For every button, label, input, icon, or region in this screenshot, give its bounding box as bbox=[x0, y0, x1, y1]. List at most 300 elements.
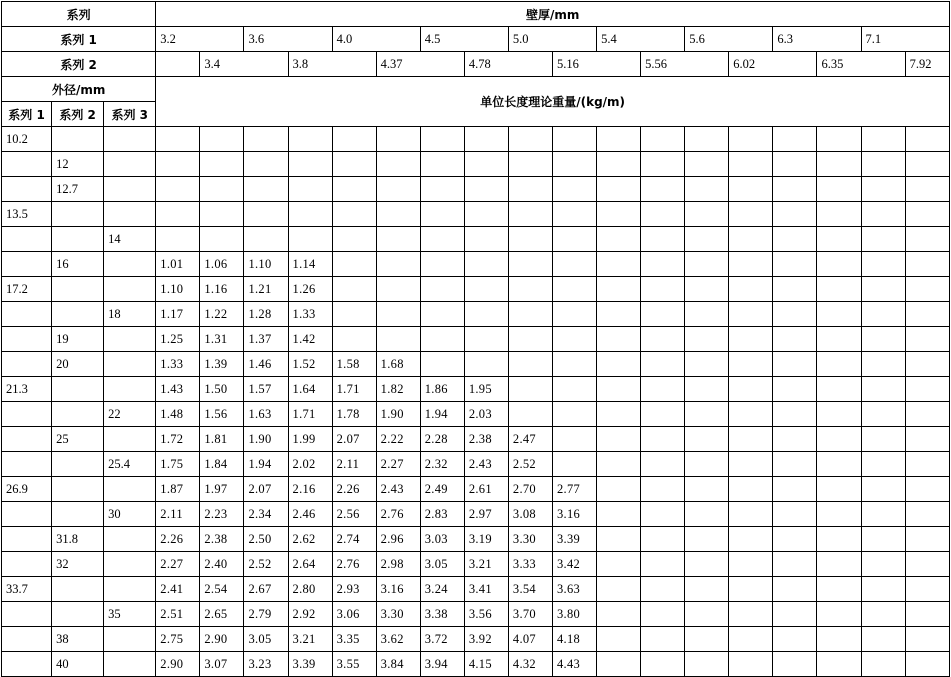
cell-mass-value: 3.54 bbox=[508, 577, 552, 602]
wall-s1-5: 5.4 bbox=[597, 27, 685, 52]
cell-mass-value bbox=[641, 452, 685, 477]
cell-mass-value bbox=[817, 527, 861, 552]
cell-diameter-series-1 bbox=[2, 302, 52, 327]
cell-diameter-series-3 bbox=[104, 127, 156, 152]
cell-mass-value bbox=[817, 177, 861, 202]
cell-mass-value bbox=[597, 127, 641, 152]
cell-mass-value: 2.76 bbox=[332, 552, 376, 577]
cell-mass-value: 3.41 bbox=[464, 577, 508, 602]
cell-mass-value bbox=[200, 152, 244, 177]
cell-mass-value bbox=[376, 227, 420, 252]
cell-mass-value bbox=[861, 202, 905, 227]
cell-mass-value bbox=[905, 302, 949, 327]
cell-diameter-series-3: 25.4 bbox=[104, 452, 156, 477]
cell-mass-value bbox=[641, 227, 685, 252]
cell-mass-value: 1.16 bbox=[200, 277, 244, 302]
cell-mass-value: 3.94 bbox=[420, 652, 464, 677]
cell-mass-value bbox=[905, 127, 949, 152]
cell-mass-value bbox=[817, 327, 861, 352]
cell-mass-value bbox=[729, 127, 773, 152]
cell-mass-value bbox=[508, 227, 552, 252]
cell-mass-value: 3.70 bbox=[508, 602, 552, 627]
cell-mass-value bbox=[552, 327, 596, 352]
header-outer-diameter: 外径/mm bbox=[2, 77, 156, 102]
cell-mass-value: 2.93 bbox=[332, 577, 376, 602]
cell-diameter-series-2 bbox=[52, 602, 104, 627]
cell-mass-value bbox=[597, 327, 641, 352]
cell-mass-value bbox=[597, 452, 641, 477]
cell-mass-value: 2.83 bbox=[420, 502, 464, 527]
cell-diameter-series-3: 18 bbox=[104, 302, 156, 327]
cell-mass-value: 2.22 bbox=[376, 427, 420, 452]
cell-mass-value: 3.39 bbox=[288, 652, 332, 677]
cell-mass-value: 3.05 bbox=[420, 552, 464, 577]
cell-mass-value bbox=[641, 152, 685, 177]
cell-mass-value: 4.43 bbox=[552, 652, 596, 677]
cell-mass-value bbox=[464, 227, 508, 252]
table-row bbox=[2, 152, 950, 177]
cell-diameter-series-3 bbox=[104, 377, 156, 402]
wall-s1-3: 4.5 bbox=[420, 27, 508, 52]
cell-mass-value: 1.31 bbox=[200, 327, 244, 352]
cell-mass-value bbox=[773, 127, 817, 152]
cell-mass-value bbox=[905, 577, 949, 602]
cell-mass-value: 1.81 bbox=[200, 427, 244, 452]
cell-mass-value: 1.58 bbox=[332, 352, 376, 377]
cell-mass-value bbox=[685, 327, 729, 352]
cell-mass-value bbox=[773, 502, 817, 527]
cell-mass-value bbox=[552, 127, 596, 152]
cell-mass-value bbox=[817, 627, 861, 652]
cell-mass-value bbox=[905, 252, 949, 277]
wall-s1-7: 6.3 bbox=[773, 27, 861, 52]
table-row bbox=[2, 227, 950, 252]
cell-mass-value bbox=[861, 577, 905, 602]
cell-mass-value: 3.84 bbox=[376, 652, 420, 677]
cell-mass-value: 2.38 bbox=[200, 527, 244, 552]
wall-s1-8: 7.1 bbox=[861, 27, 949, 52]
cell-mass-value: 3.21 bbox=[464, 552, 508, 577]
cell-mass-value bbox=[332, 177, 376, 202]
cell-mass-value bbox=[552, 202, 596, 227]
cell-mass-value bbox=[508, 377, 552, 402]
cell-mass-value bbox=[861, 452, 905, 477]
cell-mass-value bbox=[773, 352, 817, 377]
table-row bbox=[2, 352, 950, 377]
cell-mass-value: 2.96 bbox=[376, 527, 420, 552]
cell-mass-value bbox=[597, 177, 641, 202]
cell-mass-value bbox=[244, 152, 288, 177]
cell-mass-value bbox=[597, 252, 641, 277]
cell-mass-value bbox=[905, 377, 949, 402]
cell-mass-value bbox=[420, 252, 464, 277]
table-row bbox=[2, 177, 950, 202]
cell-mass-value: 3.19 bbox=[464, 527, 508, 552]
cell-mass-value bbox=[641, 527, 685, 552]
cell-mass-value bbox=[597, 402, 641, 427]
cell-diameter-series-3: 22 bbox=[104, 402, 156, 427]
cell-mass-value: 3.30 bbox=[508, 527, 552, 552]
cell-mass-value bbox=[597, 527, 641, 552]
steel-pipe-spec-table bbox=[1, 1, 950, 677]
header-col-series-2: 系列 2 bbox=[52, 102, 104, 127]
table-row bbox=[2, 127, 950, 152]
cell-mass-value: 3.80 bbox=[552, 602, 596, 627]
cell-mass-value: 2.50 bbox=[244, 527, 288, 552]
wall-s1-6: 5.6 bbox=[685, 27, 773, 52]
cell-mass-value bbox=[288, 202, 332, 227]
wall-s2-6: 6.02 bbox=[729, 52, 817, 77]
header-wall-thickness: 壁厚/mm bbox=[156, 2, 950, 27]
cell-diameter-series-1 bbox=[2, 252, 52, 277]
cell-mass-value bbox=[817, 502, 861, 527]
cell-mass-value bbox=[508, 252, 552, 277]
cell-mass-value bbox=[420, 277, 464, 302]
cell-mass-value: 2.70 bbox=[508, 477, 552, 502]
wall-s2-2: 4.37 bbox=[376, 52, 464, 77]
cell-mass-value bbox=[597, 152, 641, 177]
cell-mass-value bbox=[861, 277, 905, 302]
table-row bbox=[2, 552, 950, 577]
table-row bbox=[2, 427, 950, 452]
cell-mass-value bbox=[905, 602, 949, 627]
cell-diameter-series-1 bbox=[2, 552, 52, 577]
cell-mass-value bbox=[332, 327, 376, 352]
cell-mass-value bbox=[729, 502, 773, 527]
cell-mass-value bbox=[817, 227, 861, 252]
cell-mass-value bbox=[861, 627, 905, 652]
table-row bbox=[2, 202, 950, 227]
header-series: 系列 bbox=[2, 2, 156, 27]
cell-mass-value: 3.33 bbox=[508, 552, 552, 577]
cell-mass-value bbox=[861, 427, 905, 452]
cell-diameter-series-2 bbox=[52, 477, 104, 502]
cell-mass-value: 2.52 bbox=[244, 552, 288, 577]
cell-mass-value bbox=[817, 302, 861, 327]
cell-mass-value bbox=[464, 327, 508, 352]
cell-mass-value: 2.54 bbox=[200, 577, 244, 602]
header-col-series-1: 系列 1 bbox=[2, 102, 52, 127]
cell-mass-value bbox=[641, 602, 685, 627]
cell-mass-value bbox=[376, 302, 420, 327]
cell-diameter-series-3: 35 bbox=[104, 602, 156, 627]
cell-mass-value bbox=[508, 152, 552, 177]
cell-mass-value bbox=[464, 352, 508, 377]
cell-mass-value bbox=[773, 527, 817, 552]
cell-mass-value bbox=[773, 202, 817, 227]
cell-mass-value: 2.46 bbox=[288, 502, 332, 527]
wall-s1-4: 5.0 bbox=[508, 27, 596, 52]
cell-mass-value bbox=[817, 602, 861, 627]
cell-mass-value bbox=[861, 152, 905, 177]
cell-mass-value bbox=[641, 127, 685, 152]
cell-mass-value bbox=[420, 327, 464, 352]
cell-mass-value: 3.23 bbox=[244, 652, 288, 677]
cell-mass-value bbox=[641, 502, 685, 527]
cell-mass-value: 2.51 bbox=[156, 602, 200, 627]
cell-mass-value bbox=[773, 227, 817, 252]
cell-mass-value bbox=[641, 252, 685, 277]
cell-mass-value: 1.01 bbox=[156, 252, 200, 277]
table-row bbox=[2, 477, 950, 502]
cell-mass-value: 1.95 bbox=[464, 377, 508, 402]
cell-diameter-series-1: 17.2 bbox=[2, 277, 52, 302]
cell-mass-value: 2.76 bbox=[376, 502, 420, 527]
cell-mass-value bbox=[464, 252, 508, 277]
cell-mass-value bbox=[156, 127, 200, 152]
wall-s1-0: 3.2 bbox=[156, 27, 244, 52]
cell-diameter-series-3 bbox=[104, 652, 156, 677]
cell-mass-value bbox=[905, 227, 949, 252]
cell-mass-value: 1.82 bbox=[376, 377, 420, 402]
cell-mass-value: 3.56 bbox=[464, 602, 508, 627]
cell-diameter-series-2 bbox=[52, 377, 104, 402]
cell-mass-value: 1.33 bbox=[288, 302, 332, 327]
header-row-outer-diameter bbox=[2, 77, 950, 102]
cell-mass-value bbox=[597, 502, 641, 527]
cell-mass-value bbox=[597, 377, 641, 402]
cell-diameter-series-3 bbox=[104, 352, 156, 377]
data-rows bbox=[2, 127, 950, 677]
cell-diameter-series-3 bbox=[104, 552, 156, 577]
cell-mass-value: 3.72 bbox=[420, 627, 464, 652]
document-page bbox=[0, 1, 951, 671]
cell-mass-value bbox=[729, 277, 773, 302]
cell-mass-value: 1.97 bbox=[200, 477, 244, 502]
cell-mass-value: 1.42 bbox=[288, 327, 332, 352]
cell-mass-value bbox=[508, 202, 552, 227]
cell-mass-value: 1.37 bbox=[244, 327, 288, 352]
cell-mass-value bbox=[773, 477, 817, 502]
cell-mass-value: 1.64 bbox=[288, 377, 332, 402]
cell-mass-value: 3.38 bbox=[420, 602, 464, 627]
cell-mass-value: 1.48 bbox=[156, 402, 200, 427]
cell-mass-value: 1.71 bbox=[288, 402, 332, 427]
cell-mass-value: 4.32 bbox=[508, 652, 552, 677]
cell-mass-value bbox=[597, 427, 641, 452]
cell-mass-value bbox=[685, 427, 729, 452]
cell-mass-value: 1.22 bbox=[200, 302, 244, 327]
cell-diameter-series-1 bbox=[2, 402, 52, 427]
cell-mass-value bbox=[817, 127, 861, 152]
cell-mass-value bbox=[685, 477, 729, 502]
cell-mass-value: 3.24 bbox=[420, 577, 464, 602]
cell-mass-value: 2.74 bbox=[332, 527, 376, 552]
cell-mass-value: 1.10 bbox=[244, 252, 288, 277]
cell-mass-value bbox=[773, 277, 817, 302]
cell-mass-value bbox=[685, 577, 729, 602]
cell-mass-value bbox=[552, 402, 596, 427]
cell-mass-value bbox=[861, 352, 905, 377]
cell-mass-value bbox=[905, 277, 949, 302]
header-row-series2 bbox=[2, 52, 950, 77]
cell-mass-value bbox=[861, 177, 905, 202]
cell-mass-value bbox=[597, 552, 641, 577]
cell-mass-value: 1.63 bbox=[244, 402, 288, 427]
cell-mass-value: 1.90 bbox=[244, 427, 288, 452]
cell-mass-value bbox=[817, 377, 861, 402]
wall-s2-spacer bbox=[156, 52, 200, 77]
cell-mass-value bbox=[332, 252, 376, 277]
cell-mass-value bbox=[861, 127, 905, 152]
cell-mass-value bbox=[685, 377, 729, 402]
cell-mass-value bbox=[729, 427, 773, 452]
cell-diameter-series-2 bbox=[52, 577, 104, 602]
cell-mass-value: 1.72 bbox=[156, 427, 200, 452]
cell-mass-value bbox=[464, 277, 508, 302]
table-row bbox=[2, 252, 950, 277]
cell-mass-value bbox=[597, 602, 641, 627]
cell-mass-value bbox=[641, 402, 685, 427]
cell-mass-value bbox=[641, 302, 685, 327]
table-row bbox=[2, 502, 950, 527]
cell-mass-value bbox=[552, 277, 596, 302]
cell-mass-value: 3.21 bbox=[288, 627, 332, 652]
cell-mass-value: 1.39 bbox=[200, 352, 244, 377]
cell-mass-value: 4.18 bbox=[552, 627, 596, 652]
cell-mass-value bbox=[156, 227, 200, 252]
cell-mass-value bbox=[685, 652, 729, 677]
cell-diameter-series-1: 10.2 bbox=[2, 127, 52, 152]
cell-mass-value: 3.39 bbox=[552, 527, 596, 552]
cell-mass-value bbox=[464, 302, 508, 327]
cell-mass-value: 2.75 bbox=[156, 627, 200, 652]
cell-mass-value bbox=[861, 477, 905, 502]
cell-diameter-series-2: 40 bbox=[52, 652, 104, 677]
cell-mass-value: 1.25 bbox=[156, 327, 200, 352]
cell-mass-value bbox=[729, 627, 773, 652]
cell-diameter-series-1 bbox=[2, 427, 52, 452]
cell-mass-value: 2.26 bbox=[332, 477, 376, 502]
cell-mass-value: 2.90 bbox=[156, 652, 200, 677]
cell-diameter-series-3 bbox=[104, 152, 156, 177]
cell-mass-value: 1.94 bbox=[244, 452, 288, 477]
cell-mass-value bbox=[861, 227, 905, 252]
cell-mass-value bbox=[905, 352, 949, 377]
cell-diameter-series-1 bbox=[2, 527, 52, 552]
wall-s2-3: 4.78 bbox=[464, 52, 552, 77]
cell-mass-value: 2.80 bbox=[288, 577, 332, 602]
cell-mass-value bbox=[773, 402, 817, 427]
cell-mass-value: 1.14 bbox=[288, 252, 332, 277]
cell-mass-value bbox=[685, 127, 729, 152]
cell-diameter-series-1: 13.5 bbox=[2, 202, 52, 227]
cell-mass-value bbox=[729, 527, 773, 552]
cell-mass-value bbox=[376, 277, 420, 302]
cell-mass-value bbox=[508, 402, 552, 427]
cell-mass-value bbox=[376, 202, 420, 227]
cell-mass-value: 2.43 bbox=[464, 452, 508, 477]
cell-mass-value bbox=[773, 602, 817, 627]
cell-mass-value: 2.90 bbox=[200, 627, 244, 652]
cell-mass-value: 2.02 bbox=[288, 452, 332, 477]
cell-mass-value: 2.61 bbox=[464, 477, 508, 502]
cell-mass-value bbox=[685, 627, 729, 652]
cell-diameter-series-2: 12.7 bbox=[52, 177, 104, 202]
cell-mass-value bbox=[641, 377, 685, 402]
cell-mass-value bbox=[685, 227, 729, 252]
wall-s2-4: 5.16 bbox=[552, 52, 640, 77]
cell-diameter-series-2 bbox=[52, 402, 104, 427]
cell-mass-value: 3.06 bbox=[332, 602, 376, 627]
cell-mass-value bbox=[685, 177, 729, 202]
cell-mass-value: 3.63 bbox=[552, 577, 596, 602]
table-row bbox=[2, 652, 950, 677]
cell-mass-value: 2.34 bbox=[244, 502, 288, 527]
cell-mass-value bbox=[817, 277, 861, 302]
cell-diameter-series-3 bbox=[104, 202, 156, 227]
cell-mass-value: 3.62 bbox=[376, 627, 420, 652]
cell-mass-value: 2.26 bbox=[156, 527, 200, 552]
cell-mass-value: 2.47 bbox=[508, 427, 552, 452]
table-row bbox=[2, 402, 950, 427]
header-col-series-3: 系列 3 bbox=[104, 102, 156, 127]
cell-mass-value bbox=[773, 627, 817, 652]
cell-mass-value bbox=[376, 177, 420, 202]
cell-mass-value bbox=[773, 652, 817, 677]
cell-mass-value bbox=[861, 302, 905, 327]
cell-mass-value: 2.28 bbox=[420, 427, 464, 452]
cell-mass-value bbox=[508, 327, 552, 352]
cell-mass-value bbox=[641, 652, 685, 677]
cell-mass-value: 2.11 bbox=[156, 502, 200, 527]
cell-mass-value bbox=[729, 477, 773, 502]
cell-mass-value bbox=[905, 402, 949, 427]
cell-mass-value bbox=[817, 652, 861, 677]
cell-mass-value: 1.71 bbox=[332, 377, 376, 402]
cell-mass-value bbox=[817, 427, 861, 452]
cell-mass-value: 4.15 bbox=[464, 652, 508, 677]
cell-mass-value bbox=[552, 227, 596, 252]
cell-mass-value bbox=[244, 227, 288, 252]
cell-mass-value bbox=[861, 652, 905, 677]
cell-mass-value bbox=[905, 527, 949, 552]
cell-mass-value bbox=[288, 227, 332, 252]
cell-mass-value bbox=[641, 327, 685, 352]
cell-mass-value bbox=[552, 152, 596, 177]
cell-diameter-series-3 bbox=[104, 477, 156, 502]
cell-mass-value bbox=[729, 177, 773, 202]
cell-mass-value bbox=[641, 627, 685, 652]
cell-diameter-series-1 bbox=[2, 177, 52, 202]
cell-mass-value bbox=[685, 602, 729, 627]
header-series-1: 系列 1 bbox=[2, 27, 156, 52]
cell-mass-value: 1.84 bbox=[200, 452, 244, 477]
cell-mass-value bbox=[244, 177, 288, 202]
header-row-group bbox=[2, 2, 950, 27]
cell-mass-value bbox=[288, 177, 332, 202]
cell-mass-value bbox=[905, 202, 949, 227]
cell-mass-value: 2.38 bbox=[464, 427, 508, 452]
cell-mass-value: 2.41 bbox=[156, 577, 200, 602]
cell-mass-value bbox=[905, 627, 949, 652]
cell-mass-value bbox=[464, 127, 508, 152]
cell-mass-value bbox=[376, 252, 420, 277]
cell-diameter-series-1: 26.9 bbox=[2, 477, 52, 502]
cell-mass-value bbox=[156, 177, 200, 202]
cell-mass-value bbox=[464, 152, 508, 177]
cell-mass-value bbox=[332, 277, 376, 302]
header-series-2: 系列 2 bbox=[2, 52, 156, 77]
cell-mass-value: 1.06 bbox=[200, 252, 244, 277]
cell-diameter-series-2: 19 bbox=[52, 327, 104, 352]
cell-diameter-series-3 bbox=[104, 177, 156, 202]
cell-mass-value bbox=[641, 577, 685, 602]
cell-mass-value bbox=[861, 552, 905, 577]
cell-mass-value bbox=[597, 202, 641, 227]
cell-mass-value: 3.42 bbox=[552, 552, 596, 577]
cell-mass-value bbox=[817, 477, 861, 502]
